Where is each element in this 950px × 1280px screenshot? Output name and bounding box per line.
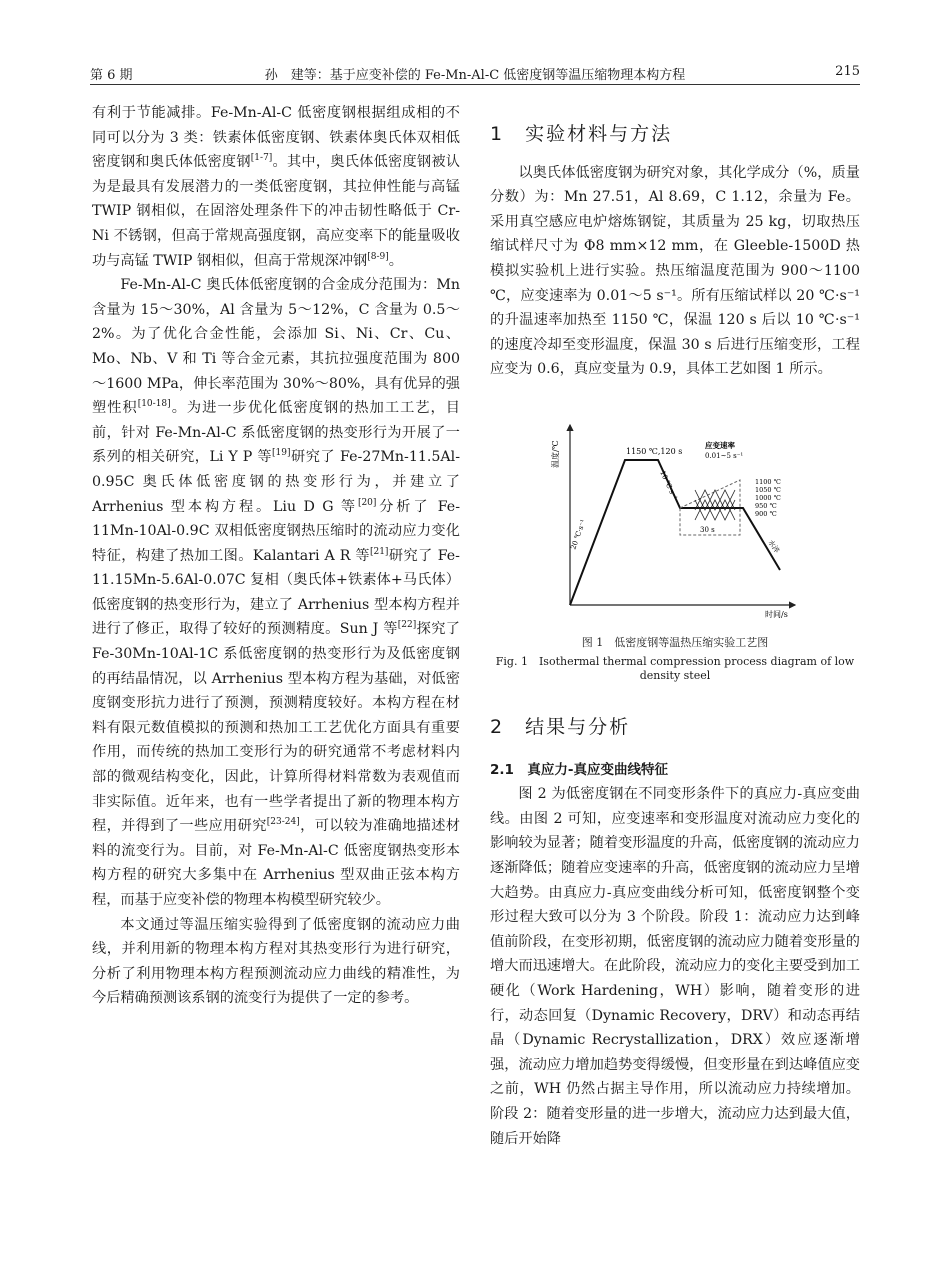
temp-label: 1050 ℃: [755, 486, 781, 494]
x-axis-label: 时间/s: [765, 610, 788, 619]
figure-1: [551, 420, 800, 620]
section-heading: 2 结果与分析: [490, 716, 631, 738]
paragraph: 有利于节能减排。Fe-Mn-Al-C 低密度钢根据组成相的不同可以分为 3 类：铁素体低密度钢、铁素体奥氏体双相低密度钢和奥氏体低密度钢[1-7]。其中，奥氏体低密度钢被认为是最具有发展潜力的一类低密度钢，其拉伸性能与高锰 TWIP 钢相似，在固溶处理条件下的冲击韧性略低于 Cr-Ni 不锈钢，但高于常规高强度钢，高应变率下的能量吸收功与高锰 TWIP 钢相似，但高于常规深冲钢[8-9]。: [92, 105, 460, 269]
running-header: [90, 62, 860, 85]
cool-rate-label: 10 ℃·s⁻¹: [658, 469, 679, 502]
issue-number: 第 6 期: [90, 68, 133, 83]
y-axis-label: 温度/℃: [551, 440, 560, 468]
strain-rate-range: 0.01~5 s⁻¹: [705, 452, 744, 460]
temp-label: 950 ℃: [755, 502, 777, 510]
paragraph: 以奥氏体低密度钢为研究对象，其化学成分（%，质量分数）为：Mn 27.51，Al 8.69，C 1.12，余量为 Fe。采用真空感应电炉熔炼钢锭，其质量为 25 kg，切取热压缩试样尺寸为 Φ8 mm×12 mm，在 Gleeble-1500D 热模拟实验机上进行实验。热压缩温度范围为 900～1100 ℃，应变速率为 0.01～5 s⁻¹。所有压缩试样以 20 ℃·s⁻¹ 的升温速率加热至 1150 ℃，保温 120 s 后以 10 ℃·s⁻¹ 的速度冷却至变形温度，保温 30 s 后进行压缩变形，工程应变为 0.6，真应变量为 0.9，具体工艺如图 1 所示。: [490, 164, 860, 378]
paragraph: 图 2 为低密度钢在不同变形条件下的真应力-真应变曲线。由图 2 可知，应变速率和变形温度对流动应力变化的影响较为显著；随着变形温度的升高，低密度钢的流动应力逐渐降低；随着应变速率的升高，低密度钢的流动应力呈增大趋势。由真应力-真应变曲线分析可知，低密度钢整个变形过程大致可以分为 3 个阶段。阶段 1：流动应力达到峰值前阶段，在变形初期，低密度钢的流动应力随着变形量的增大而迅速增大。在此阶段，流动应力的变化主要受到加工硬化（Work Hardening，WH）影响，随着变形的进行，动态回复（Dynamic Recovery，DRV）和动态再结晶（Dynamic Recrystallization，DRX）效应逐渐增强，流动应力增加趋势变得缓慢，但变形量在到达峰值应变之前，WH 仍然占据主导作用，所以流动应力持续增加。阶段 2：随着变形量的进一步增大，流动应力达到最大值，随后开始降: [490, 786, 860, 1147]
figure-caption-cn: 图 1 低密度钢等温热压缩实验工艺图: [581, 636, 769, 649]
hold-label: 1150 ℃,120 s: [626, 447, 683, 456]
subsection-heading: 2.1 真应力-真应变曲线特征: [490, 761, 669, 778]
left-column: [92, 101, 460, 1011]
heat-rate-label: 20 ℃·s⁻¹: [569, 518, 588, 551]
page-number: 215: [835, 64, 860, 79]
paragraph: Fe-Mn-Al-C 奥氏体低密度钢的合金成分范围为：Mn 含量为 15～30%，Al 含量为 5～12%，C 含量为 0.5～2%。为了优化合金性能，会添加 Si、Ni、Cr、Cu、Mo、Nb、V 和 Ti 等合金元素，其抗拉强度范围为 800～1600 MPa，伸长率范围为 30%～80%，具有优异的强塑性积[10-18]。为进一步优化低密度钢的热加工工艺，目前，针对 Fe-Mn-Al-C 系低密度钢的热变形行为开展了一系列的相关研究，Li Y P 等[19]研究了 Fe-27Mn-11.5Al-0.95C 奥氏体低密度钢的热变形行为，并建立了 Arrhenius 型本构方程。Liu D G 等[20]分析了 Fe-11Mn-10Al-0.9C 双相低密度钢热压缩时的流动应力变化特征，构建了热加工图。Kalantari A R 等[21]研究了 Fe-11.15Mn-5.6Al-0.07C 复相（奥氏体+铁素体+马氏体）低密度钢的热变形行为，建立了 Arrhenius 型本构方程并进行了修正，取得了较好的预测精度。Sun J 等[22]探究了 Fe-30Mn-10Al-1C 系低密度钢的热变形行为及低密度钢的再结晶情况，以 Arrhenius 型本构方程为基础，对低密度钢变形抗力进行了预测，预测精度较好。本构方程在材料有限元数值模拟的预测和热加工工艺优化方面具有重要作用，而传统的热加工变形行为的研究通常不考虑材料内部的微观结构变化，因此，计算所得材料常数为表观值而非实际值。近年来，也有一些学者提出了新的物理本构方程，并得到了一些应用研究[23-24]，可以较为准确地描述材料的流变行为。目前，对 Fe-Mn-Al-C 低密度钢热变形本构方程的研究大多集中在 Arrhenius 型双曲正弦本构方程，而基于应变补偿的物理本构模型研究较少。: [92, 277, 460, 908]
quench-label: 水淬: [766, 538, 781, 555]
figure-caption-en: Fig. 1 Isothermal thermal compression process diagram of low: [495, 655, 855, 668]
paragraph: 本文通过等温压缩实验得到了低密度钢的流动应力曲线，并利用新的物理本构方程对其热变形行为进行研究，分析了利用物理本构方程预测流动应力曲线的精准性，为今后精确预测该系钢的流变行为提供了一定的参考。: [92, 916, 460, 1007]
temp-label: 900 ℃: [755, 510, 777, 518]
running-title: 孙 建等：基于应变补偿的 Fe-Mn-Al-C 低密度钢等温压缩物理本构方程: [264, 68, 686, 83]
section-heading: 1 实验材料与方法: [490, 123, 673, 145]
temp-label: 1000 ℃: [755, 494, 781, 502]
right-column-top: [490, 122, 860, 382]
hold2-label: 30 s: [700, 526, 715, 534]
figure-caption-en-2: density steel: [639, 669, 711, 682]
temp-label: 1100 ℃: [755, 478, 781, 486]
strain-rate-title: 应变速率: [705, 441, 735, 450]
right-column-bottom: [490, 715, 860, 1151]
